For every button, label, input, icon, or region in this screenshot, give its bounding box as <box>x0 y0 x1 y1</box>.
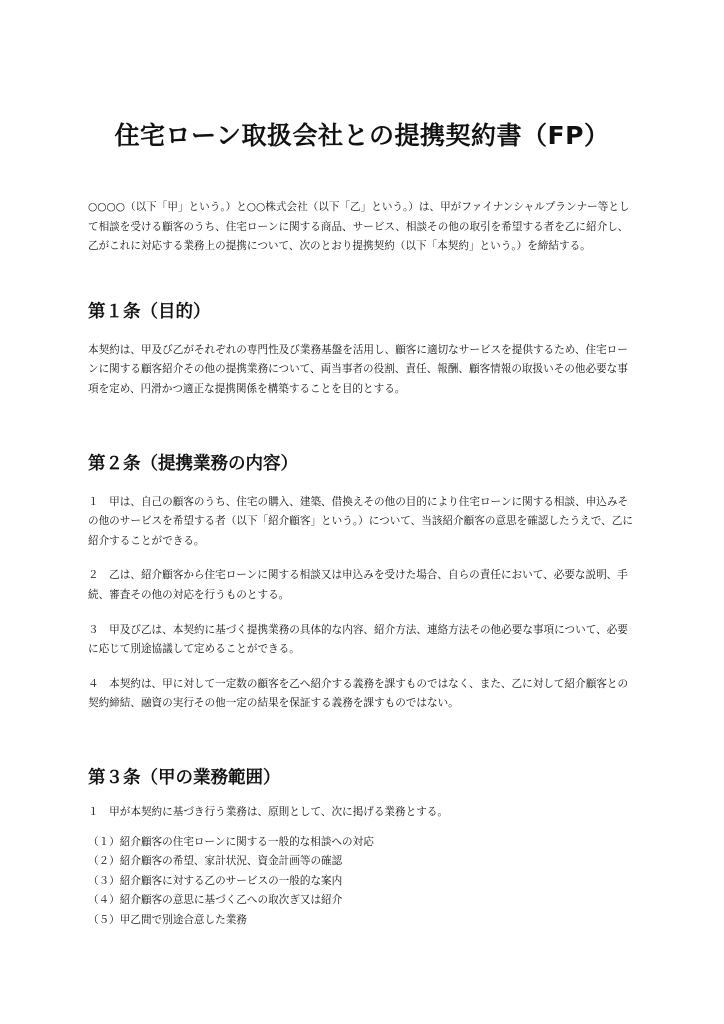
article-1-body <box>88 341 636 400</box>
document-title: 住宅ローン取扱会社との提携契約書（FP） <box>114 121 610 150</box>
article-3 <box>88 765 636 931</box>
article-1 <box>88 299 636 400</box>
article-1-heading: 第１条（目的） <box>88 301 211 322</box>
article-1-paragraph-1: 本契約は、甲及び乙がそれぞれの専門性及び業務基盤を活用し、顧客に適切なサービスを提供するため、住宅ローンに関する顧客紹介その他の提携業務について、両当事者の役割、責任、報酬、顧客情報の取扱いその他必要な事項を定め、円滑かつ適正な提携関係を構築することを目的とする。 <box>88 343 628 395</box>
article-2-paragraph-3: ３ 甲及び乙は、本契約に基づく提携業務の具体的な内容、紹介方法、連絡方法その他必要な事項について、必要に応じて別途協議して定めることができる。 <box>88 623 628 656</box>
list-item: （１）紹介顧客の住宅ローンに関する一般的な相談への対応 <box>88 835 374 848</box>
article-2-body <box>88 493 636 714</box>
article-2-paragraph-1: １ 甲は、自己の顧客のうち、住宅の購入、建築、借換えその他の目的により住宅ローンに関する相談、申込みその他のサービスを希望する者（以下「紹介顧客」という。）について、当該紹介顧客の意思を確認したうえで、乙に紹介することができる。 <box>88 495 633 547</box>
intro-paragraph: ○○○○（以下「甲」という。）と○○株式会社（以下「乙」という。）は、甲がファイナンシャルプランナー等として相談を受ける顧客のうち、住宅ローンに関する商品、サービス、相談その他の取引を希望する者を乙に紹介し、乙がこれに対応する業務上の提携について、次のとおり提携契約（以下「本契約」という。）を締結する。 <box>88 201 630 253</box>
list-item: （４）紹介顧客の意思に基づく乙への取次ぎ又は紹介 <box>88 894 343 907</box>
article-3-item-list <box>88 833 636 931</box>
article-3-body <box>88 803 636 931</box>
list-item: （５）甲乙間で別途合意した業務 <box>88 913 247 926</box>
article-2-heading: 第２条（提携業務の内容） <box>88 453 298 474</box>
article-2-paragraph-4: ４ 本契約は、甲に対して一定数の顧客を乙へ紹介する義務を課すものではなく、また、乙に対して紹介顧客との契約締結、融資の実行その他一定の結果を保証する義務を課すものではない。 <box>88 677 629 710</box>
list-item: （３）紹介顧客に対する乙のサービスの一般的な案内 <box>88 874 343 887</box>
article-3-paragraph-1: １ 甲が本契約に基づき行う業務は、原則として、次に掲げる業務とする。 <box>88 805 448 818</box>
article-2 <box>88 451 636 714</box>
list-item: （２）紹介顧客の希望、家計状況、資金計画等の確認 <box>88 855 343 868</box>
article-2-paragraph-2: ２ 乙は、紹介顧客から住宅ローンに関する相談又は申込みを受けた場合、自らの責任において、必要な説明、手続、審査その他の対応を行うものとする。 <box>88 569 628 601</box>
article-3-heading: 第３条（甲の業務範囲） <box>88 767 281 788</box>
